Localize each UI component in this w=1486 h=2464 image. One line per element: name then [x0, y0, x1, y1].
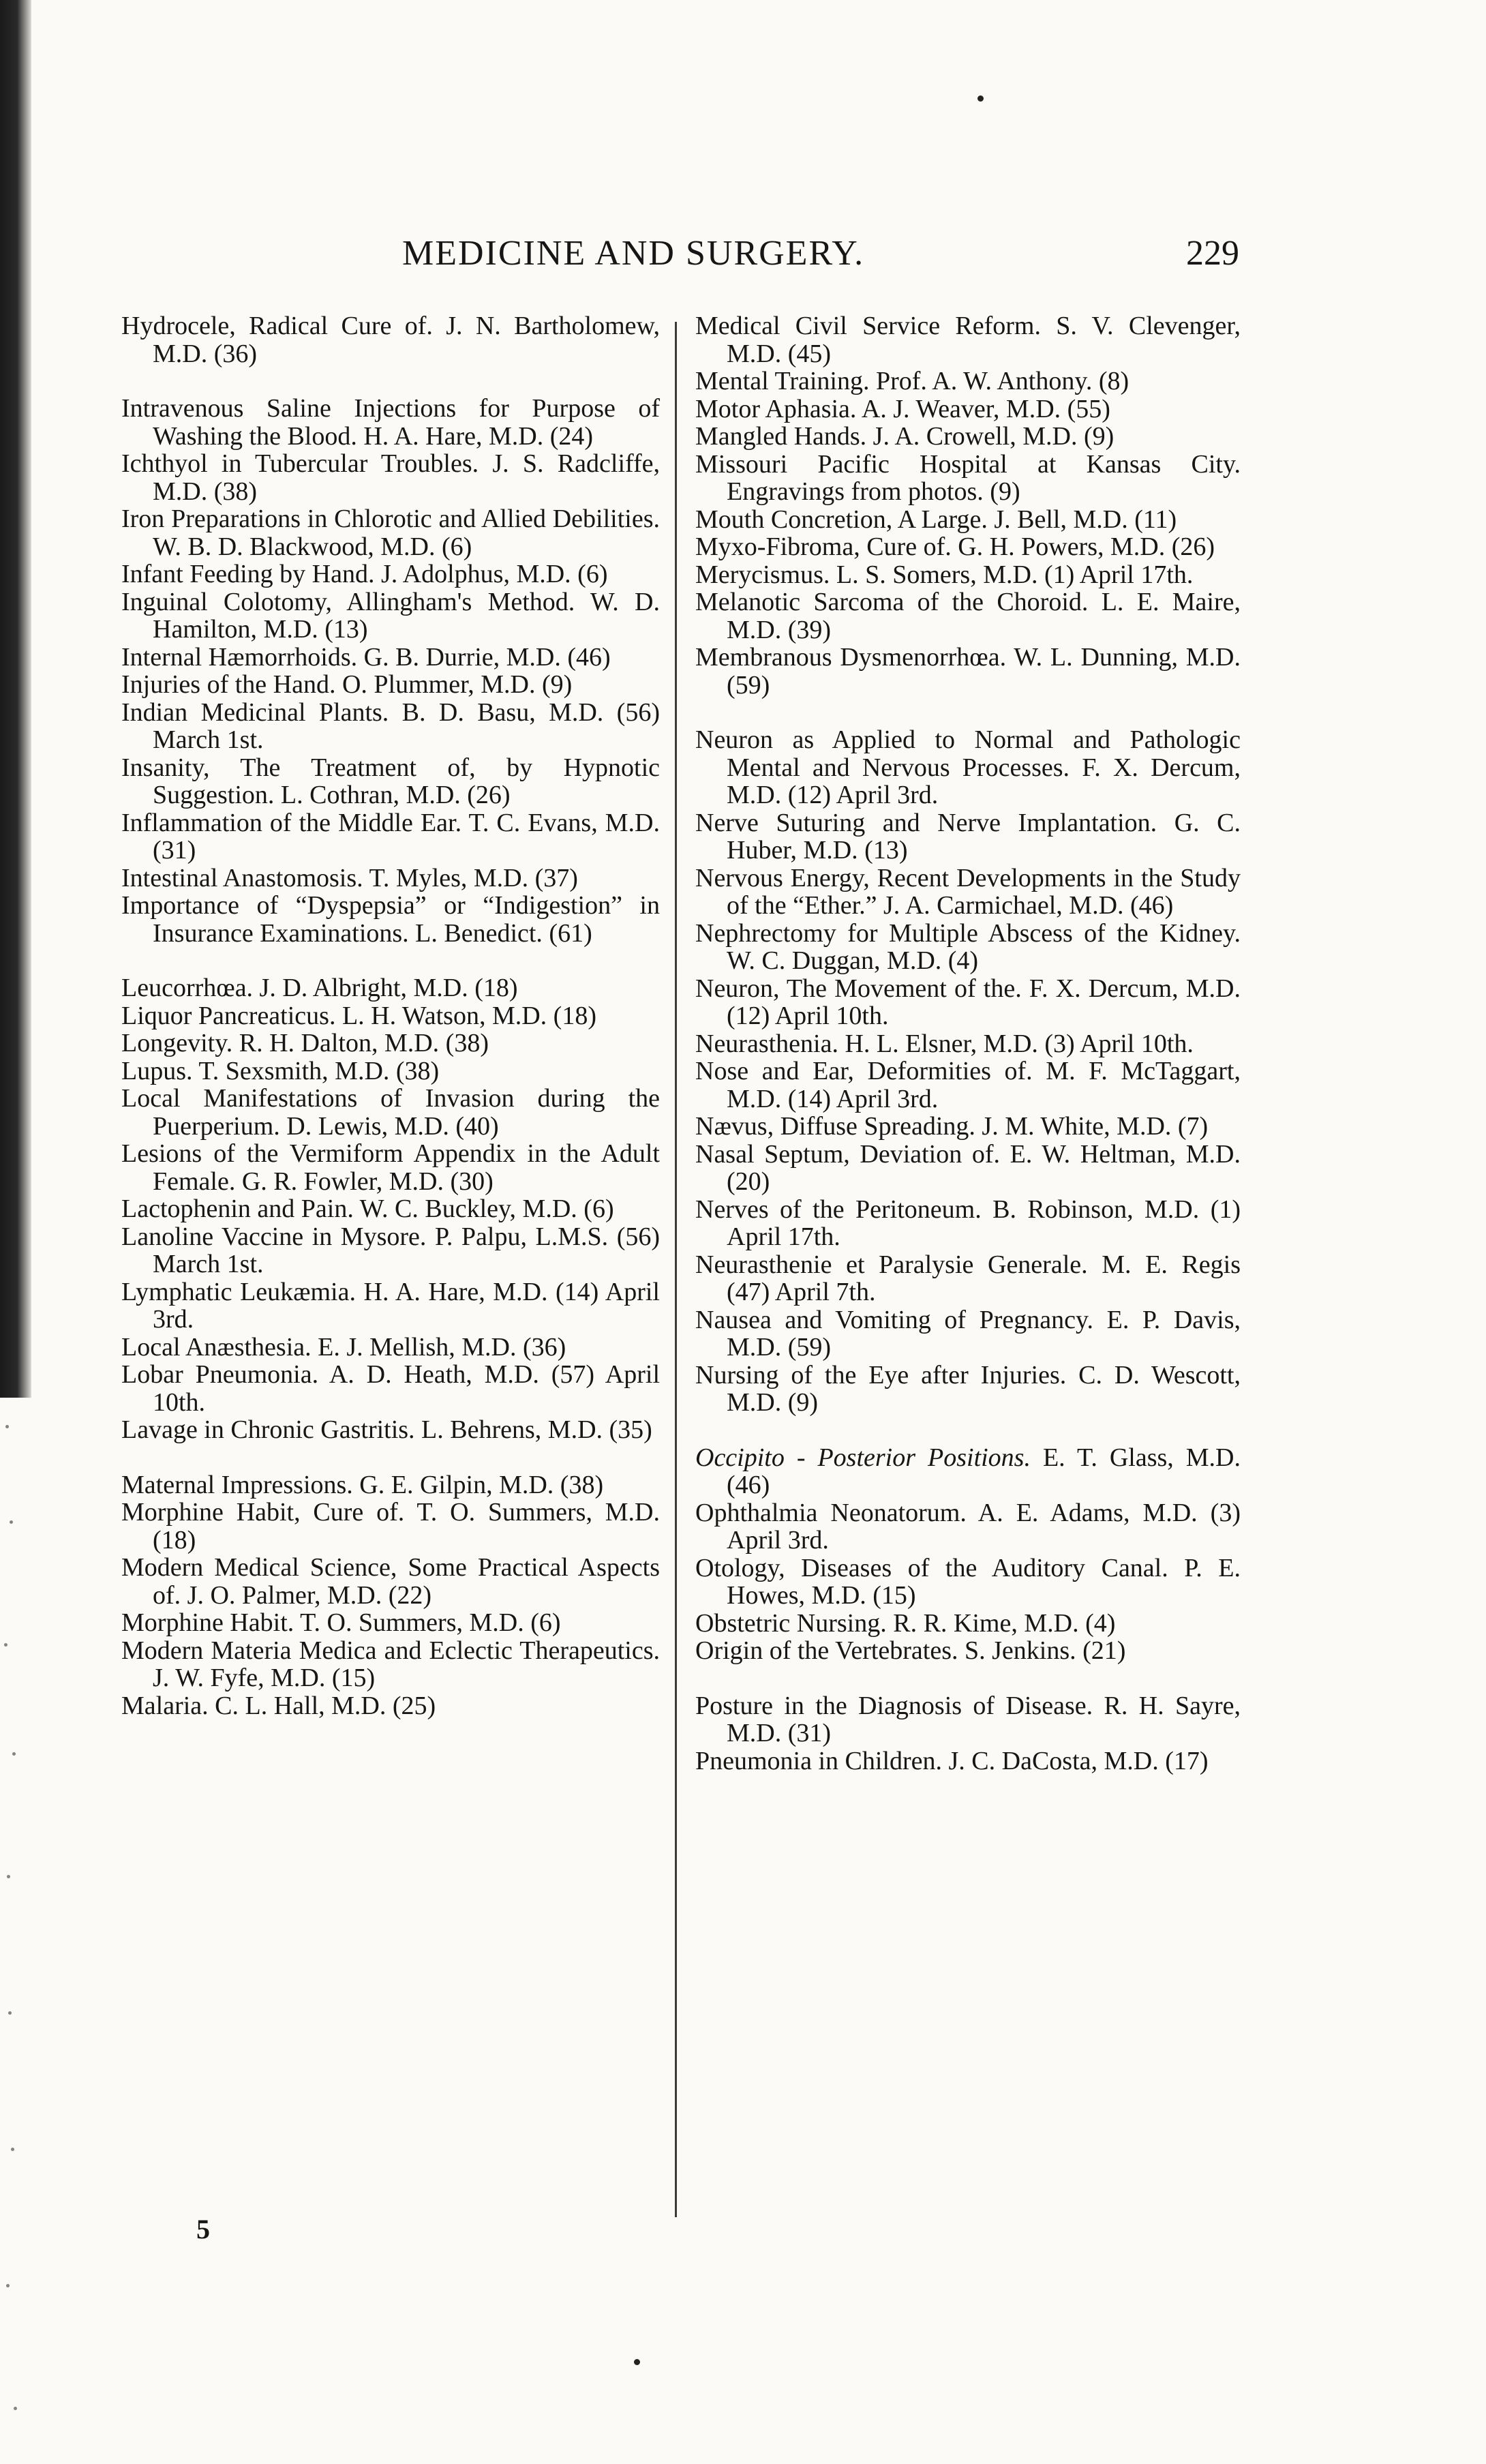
index-column-right [695, 312, 1241, 1775]
section-gap [695, 1665, 1241, 1692]
index-entry: Ophthalmia Neonatorum. A. E. Adams, M.D. (3) April 3rd. [695, 1498, 1241, 1554]
index-entry: Posture in the Diagnosis of Disease. R. H. Sayre, M.D. (31) [695, 1691, 1241, 1747]
index-entry: Inflammation of the Middle Ear. T. C. Evans, M.D. (31) [121, 808, 660, 865]
index-entry: Nævus, Diffuse Spreading. J. M. White, M.D. (7) [695, 1112, 1209, 1141]
index-entry: Nasal Septum, Deviation of. E. W. Heltman, M.D. (20) [695, 1139, 1241, 1196]
index-entry: Lymphatic Leukæmia. H. A. Hare, M.D. (14) April 3rd. [121, 1277, 660, 1334]
index-entry: Internal Hæmorrhoids. G. B. Durrie, M.D. (46) [121, 642, 611, 672]
index-entry: Origin of the Vertebrates. S. Jenkins. (21) [695, 1636, 1126, 1665]
index-entry: Local Anæsthesia. E. J. Mellish, M.D. (36) [121, 1332, 566, 1362]
index-entry: Maternal Impressions. G. E. Gilpin, M.D. (38) [121, 1470, 604, 1499]
index-entry: Infant Feeding by Hand. J. Adolphus, M.D. (6) [121, 560, 608, 588]
index-entry: Neurasthenie et Paralysie Generale. M. E. Regis (47) April 7th. [695, 1250, 1241, 1306]
index-entry: Intestinal Anastomosis. T. Myles, M.D. (37) [121, 863, 578, 892]
index-column-left [121, 312, 660, 1719]
signature-mark: 5 [196, 2214, 210, 2244]
index-entry: Local Manifestations of Invasion during the Puerperium. D. Lewis, M.D. (40) [121, 1084, 660, 1141]
section-gap [121, 1444, 660, 1471]
index-entry: Hydrocele, Radical Cure of. J. N. Bartholomew, M.D. (36) [121, 312, 660, 368]
index-entry: Myxo-Fibroma, Cure of. G. H. Powers, M.D. (26) [695, 532, 1215, 561]
page-title: MEDICINE AND SURGERY. [402, 234, 865, 273]
index-entry: Nervous Energy, Recent Developments in the Study of the “Ether.” J. A. Carmichael, M.D. (46) [695, 863, 1241, 920]
index-entry: Intravenous Saline Injections for Purpose of Washing the Blood. H. A. Hare, M.D. (24) [121, 394, 660, 451]
index-entry: Importance of “Dyspepsia” or “Indigestion” in Insurance Examinations. L. Benedict. (61) [121, 891, 660, 948]
index-entry: Mental Training. Prof. A. W. Anthony. (8) [695, 367, 1129, 395]
section-gap [695, 699, 1241, 726]
index-entry: Nerve Suturing and Nerve Implantation. G. C. Huber, M.D. (13) [695, 808, 1241, 865]
index-entry: Nursing of the Eye after Injuries. C. D. Wescott, M.D. (9) [695, 1360, 1241, 1417]
running-header [402, 233, 1486, 281]
index-entry: Medical Civil Service Reform. S. V. Clevenger, M.D. (45) [695, 312, 1241, 368]
index-entry: Morphine Habit, Cure of. T. O. Summers, M.D. (18) [121, 1498, 660, 1554]
index-entry: Occipito - Posterior Positions. E. T. Glass, M.D. (46) [695, 1443, 1241, 1499]
index-entry: Nephrectomy for Multiple Abscess of the Kidney. W. C. Duggan, M.D. (4) [695, 918, 1241, 975]
index-entry: Neurasthenia. H. L. Elsner, M.D. (3) April 10th. [695, 1029, 1194, 1058]
index-entry: Lactophenin and Pain. W. C. Buckley, M.D. (6) [121, 1195, 614, 1223]
column-divider [675, 322, 677, 2217]
index-entry: Injuries of the Hand. O. Plummer, M.D. (9) [121, 670, 573, 699]
index-entry: Iron Preparations in Chlorotic and Allied Debilities. W. B. D. Blackwood, M.D. (6) [121, 505, 660, 561]
index-entry: Melanotic Sarcoma of the Choroid. L. E. Maire, M.D. (39) [695, 588, 1241, 644]
ink-dot-bottom [634, 2359, 640, 2365]
index-entry: Malaria. C. L. Hall, M.D. (25) [121, 1691, 436, 1720]
page-number: 229 [1186, 234, 1239, 273]
index-entry: Lobar Pneumonia. A. D. Heath, M.D. (57) April 10th. [121, 1360, 660, 1417]
ink-dot-top [977, 95, 984, 102]
index-entry: Lupus. T. Sexsmith, M.D. (38) [121, 1056, 440, 1085]
index-entry: Nausea and Vomiting of Pregnancy. E. P. Davis, M.D. (59) [695, 1305, 1241, 1362]
section-gap [121, 367, 660, 395]
section-gap [695, 1417, 1241, 1444]
index-entry: Morphine Habit. T. O. Summers, M.D. (6) [121, 1608, 561, 1637]
section-gap [121, 947, 660, 974]
index-entry: Membranous Dysmenorrhœa. W. L. Dunning, M.D. (59) [695, 643, 1241, 700]
index-entry: Neuron as Applied to Normal and Pathologic Mental and Nervous Processes. F. X. Dercum, M.D. (12) April 3rd. [695, 725, 1241, 809]
index-entry: Indian Medicinal Plants. B. D. Basu, M.D. (56) March 1st. [121, 697, 660, 754]
index-entry: Modern Materia Medica and Eclectic Therapeutics. J. W. Fyfe, M.D. (15) [121, 1636, 660, 1692]
index-entry: Motor Aphasia. A. J. Weaver, M.D. (55) [695, 394, 1110, 423]
index-entry: Otology, Diseases of the Auditory Canal. P. E. Howes, M.D. (15) [695, 1553, 1241, 1610]
index-entry: Nerves of the Peritoneum. B. Robinson, M.D. (1) April 17th. [695, 1195, 1241, 1251]
index-entry: Ichthyol in Tubercular Troubles. J. S. Radcliffe, M.D. (38) [121, 449, 660, 506]
page-binding-edge [0, 0, 31, 1398]
index-entry: Liquor Pancreaticus. L. H. Watson, M.D. (18) [121, 1001, 596, 1030]
index-entry: Missouri Pacific Hospital at Kansas City. Engravings from photos. (9) [695, 449, 1241, 506]
index-entry: Inguinal Colotomy, Allingham's Method. W. D. Hamilton, M.D. (13) [121, 587, 660, 644]
index-entry: Merycismus. L. S. Somers, M.D. (1) April 17th. [695, 560, 1194, 589]
index-entry: Longevity. R. H. Dalton, M.D. (38) [121, 1029, 489, 1057]
index-entry: Mangled Hands. J. A. Crowell, M.D. (9) [695, 422, 1114, 451]
index-entry: Nose and Ear, Deformities of. M. F. McTaggart, M.D. (14) April 3rd. [695, 1057, 1241, 1113]
index-entry: Obstetric Nursing. R. R. Kime, M.D. (4) [695, 1608, 1116, 1638]
index-entry: Lanoline Vaccine in Mysore. P. Palpu, L.M.S. (56) March 1st. [121, 1222, 660, 1278]
index-entry: Pneumonia in Children. J. C. DaCosta, M.D. (17) [695, 1746, 1209, 1775]
index-entry: Lavage in Chronic Gastritis. L. Behrens, M.D. (35) [121, 1415, 652, 1444]
index-entry: Leucorrhœa. J. D. Albright, M.D. (18) [121, 974, 518, 1002]
scan-specks [0, 1398, 27, 2464]
index-entry: Neuron, The Movement of the. F. X. Dercum, M.D. (12) April 10th. [695, 974, 1241, 1030]
index-entry: Mouth Concretion, A Large. J. Bell, M.D. (11) [695, 505, 1177, 534]
index-entry: Insanity, The Treatment of, by Hypnotic Suggestion. L. Cothran, M.D. (26) [121, 753, 660, 809]
index-entry: Lesions of the Vermiform Appendix in the Adult Female. G. R. Fowler, M.D. (30) [121, 1139, 660, 1196]
index-entry: Modern Medical Science, Some Practical Aspects of. J. O. Palmer, M.D. (22) [121, 1553, 660, 1610]
